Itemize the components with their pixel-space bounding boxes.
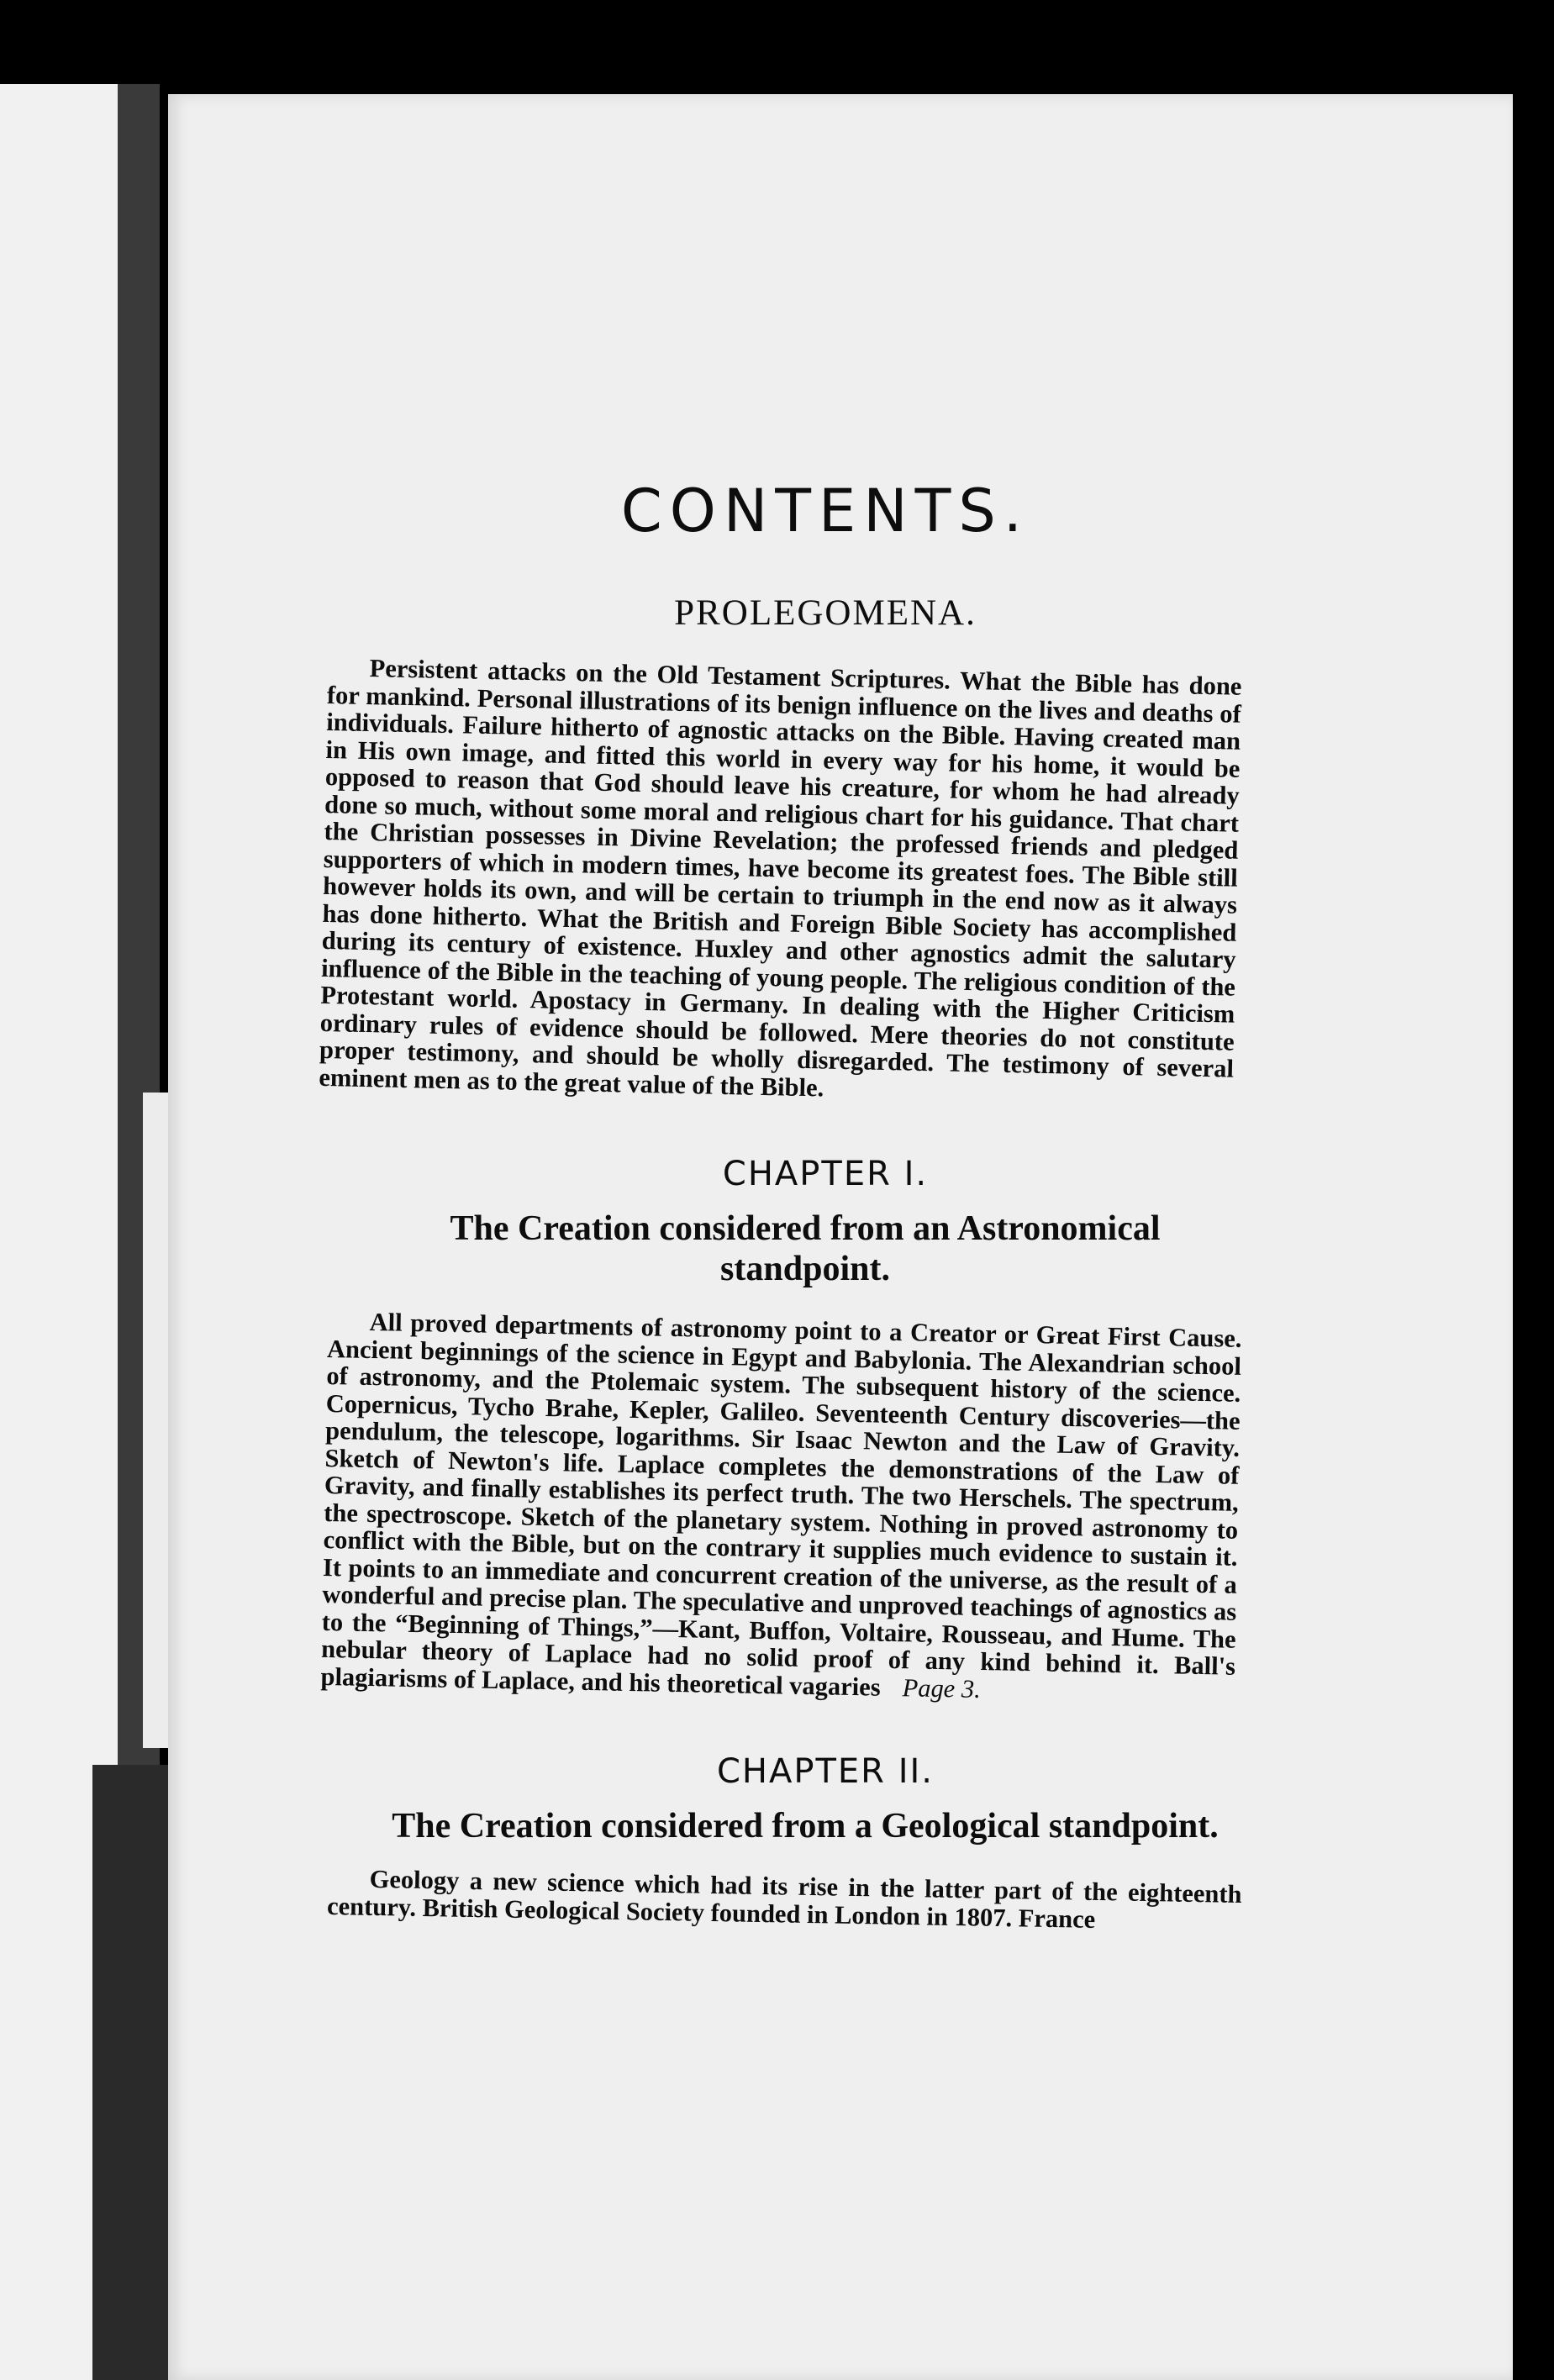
book-page xyxy=(168,94,1513,2380)
prolegomena-summary: Persistent attacks on the Old Testament Scriptures. What the Bible has done for mankind. Personal illustrations of its benign influence on the lives and deaths of individuals. Failure hitherto of agnostic attacks on the Bible. Having created man in His own image, and fitted this world in every way for his home, it would be opposed to reason that God should leave his creature, for whom he had already done so much, without some moral and religious chart for his guidance. That chart the Christian possesses in Divine Revelation; the professed friends and pledged supporters of which in modern times, have become its greatest foes. The Bible still however holds its own, and will be certain to triumph in the end now as it always has done hitherto. What the British and Foreign Bible Society has accomplished during its century of existence. Huxley and other agnostics admit the salutary influence of the Bible in the teaching of young people. The religious condition of the Protestant world. Apostacy in Germany. In dealing with the Higher Criticism ordinary rules of evidence should be followed. Mere theories do not constitute proper testimony, and should be wholly disregarded. The testimony of several eminent men as to the great value of the Bible. xyxy=(319,654,1242,1102)
chapter-two-title: The Creation considered from a Geological standpoint. xyxy=(392,1807,1219,1846)
chapter-one-title: The Creation considered from an Astronomical standpoint. xyxy=(450,1209,1161,1288)
chapter-one-page-reference: Page 3. xyxy=(902,1672,982,1703)
prolegomena-section xyxy=(319,592,1242,1102)
chapter-one-summary xyxy=(320,1308,1242,1708)
prolegomena-heading: PROLEGOMENA. xyxy=(674,593,977,633)
chapter-one-heading: CHAPTER I. xyxy=(722,1155,929,1193)
chapter-two-heading: CHAPTER II. xyxy=(716,1752,934,1791)
chapter-two-section xyxy=(326,1752,1242,1934)
chapter-one-section xyxy=(320,1155,1242,1703)
book-spine-shadow-lower xyxy=(92,1765,172,2380)
contents-page-body xyxy=(319,477,1242,1934)
chapter-one-summary-text: All proved departments of astronomy point to a Creator or Great First Cause. Ancient beginnings of the science in Egypt and Babylonia. The Alexandrian school of astronomy, and the Ptolemaic system. The subsequent history of the science. Copernicus, Tycho Brahe, Kepler, Galileo. Seventeenth Century discoveries—the pendulum, the telescope, logarithms. Sir Isaac Newton and the Law of Gravity. Sketch of Newton's life. Laplace completes the demonstrations of the Law of Gravity, and finally establishes its perfect truth. The two Herschels. The spectrum, the spectroscope. Sketch of the planetary system. Nothing in proved astronomy to conflict with the Bible, but on the contrary it supplies much evidence to sustain it. It points to an immediate and concurrent creation of the universe, as the result of a wonderful and precise plan. The speculative and unproved teachings of agnostics as to the “Beginning of Things,”—Kant, Buffon, Voltaire, Rousseau, and Hume. The nebular theory of Laplace had no solid proof of any kind behind it. Ball's plagiarisms of Laplace, and his theoretical vagaries xyxy=(320,1307,1242,1702)
page-title: CONTENTS. xyxy=(620,477,1030,545)
chapter-two-summary: Geology a new science which had its rise in the latter part of the eighteenth century. British Geological Society founded in London in 1807. France xyxy=(326,1864,1242,1934)
